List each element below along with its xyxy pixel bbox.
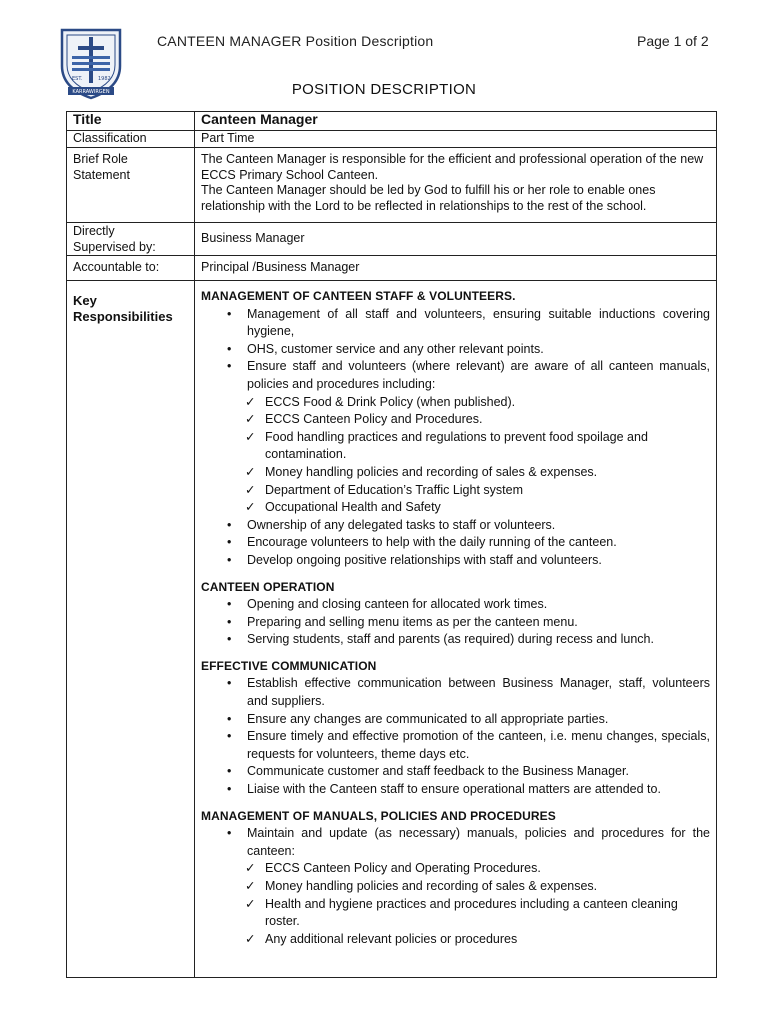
list-item-text: Management of all staff and volunteers, ensuring suitable inductions covering hygiene,	[247, 306, 710, 339]
crest-est: EST.	[72, 76, 83, 82]
bullet-icon: •	[227, 729, 232, 744]
section-staff-volunteers	[201, 288, 710, 570]
bullet-icon: •	[227, 597, 232, 612]
bullet-icon: •	[227, 676, 232, 691]
bullet-icon: •	[227, 306, 232, 321]
check-item	[201, 464, 710, 482]
check-icon: ✓	[245, 412, 256, 427]
title-label-text: Title	[73, 111, 102, 127]
bullet-list	[201, 675, 710, 798]
list-item-text: Ensure timely and effective promotion of the canteen, i.e. menu changes, specials, requests for volunteers, theme days etc.	[247, 729, 710, 761]
accountable-label: Accountable to:	[67, 256, 195, 281]
list-item	[201, 728, 710, 763]
list-item	[201, 534, 710, 552]
section-heading: MANAGEMENT OF CANTEEN STAFF & VOLUNTEERS.	[201, 289, 516, 303]
check-item	[201, 878, 710, 896]
list-item-text: Communicate customer and staff feedback to the Business Manager.	[247, 764, 629, 779]
list-item	[201, 781, 710, 799]
row-title	[67, 112, 717, 131]
check-item-text: Department of Education’s Traffic Light system	[265, 482, 523, 497]
check-item	[201, 411, 710, 429]
header-document-title: CANTEEN MANAGER Position Description	[157, 33, 434, 49]
position-description-table	[66, 111, 717, 978]
list-item	[201, 763, 710, 781]
check-icon: ✓	[245, 896, 256, 911]
check-list	[201, 394, 710, 517]
check-item-text: ECCS Food & Drink Policy (when published).	[265, 394, 516, 409]
list-item	[201, 596, 710, 614]
bullet-icon: •	[227, 782, 232, 797]
check-item-text: Money handling policies and recording of sales & expenses.	[265, 464, 598, 479]
list-item-text: Ensure any changes are communicated to all appropriate parties.	[247, 711, 609, 726]
crest-year: 1982	[98, 76, 111, 82]
check-item	[201, 896, 710, 931]
check-item-text: Occupational Health and Safety	[265, 500, 441, 515]
bullet-icon: •	[227, 764, 232, 779]
check-item-text: Any additional relevant policies or procedures	[265, 931, 518, 946]
check-item	[201, 482, 710, 500]
list-item	[201, 825, 710, 860]
check-icon: ✓	[245, 861, 256, 876]
classification-value: Part Time	[195, 131, 717, 148]
key-responsibilities-label	[67, 281, 195, 978]
supervised-label-line1: Directly	[73, 224, 115, 238]
list-item-text: Develop ongoing positive relationships with staff and volunteers.	[247, 552, 602, 567]
check-item	[201, 429, 710, 464]
crest-motto: KARRAWIRGEN	[72, 89, 110, 95]
key-responsibilities-content	[195, 281, 717, 978]
bullet-list	[201, 825, 710, 860]
check-icon: ✓	[245, 464, 256, 479]
row-key-responsibilities	[67, 281, 717, 978]
bullet-icon: •	[227, 632, 232, 647]
list-item-text: Liaise with the Canteen staff to ensure operational matters are attended to.	[247, 782, 661, 797]
bullet-icon: •	[227, 711, 232, 726]
classification-label: Classification	[67, 131, 195, 148]
title-value	[195, 112, 717, 131]
brief-role-label-line1: Brief Role	[73, 152, 128, 166]
check-item	[201, 931, 710, 949]
list-item	[201, 517, 710, 535]
bullet-icon: •	[227, 552, 232, 567]
check-item-text: ECCS Canteen Policy and Operating Procedures.	[265, 861, 541, 876]
bullet-icon: •	[227, 359, 232, 374]
list-item-text: Maintain and update (as necessary) manuals, policies and procedures for the canteen:	[247, 826, 710, 858]
check-item	[201, 499, 710, 517]
list-item	[201, 631, 710, 649]
page-title: POSITION DESCRIPTION	[291, 81, 477, 98]
bullet-icon: •	[227, 826, 232, 841]
check-icon: ✓	[245, 879, 256, 893]
list-item	[201, 341, 710, 359]
list-item-text: Serving students, staff and parents (as required) during recess and lunch.	[247, 632, 654, 647]
row-brief-role	[67, 148, 717, 223]
row-classification	[67, 131, 717, 148]
section-canteen-operation	[201, 579, 710, 649]
check-item-text: Health and hygiene practices and procedures including a canteen cleaning roster.	[265, 896, 678, 929]
section-heading: MANAGEMENT OF MANUALS, POLICIES AND PROCEDURES	[201, 808, 556, 823]
bullet-icon: •	[227, 517, 232, 532]
list-item-text: Opening and closing canteen for allocated work times.	[247, 597, 548, 612]
list-item	[201, 614, 710, 632]
list-item-text: Preparing and selling menu items as per the canteen menu.	[247, 614, 578, 629]
list-item-text: Ensure staff and volunteers (where relevant) are aware of all canteen manuals, policies and procedures including:	[247, 359, 710, 391]
section-effective-communication	[201, 658, 710, 799]
accountable-value: Principal /Business Manager	[195, 256, 717, 281]
list-item-text: Establish effective communication between Business Manager, staff, volunteers and suppliers.	[247, 676, 710, 709]
list-item-text: Encourage volunteers to help with the daily running of the canteen.	[247, 535, 617, 550]
section-heading: CANTEEN OPERATION	[201, 579, 335, 594]
key-label-line2: Responsibilities	[73, 308, 173, 324]
key-label-line1: Key	[73, 293, 97, 308]
title-label	[67, 112, 195, 131]
list-item	[201, 552, 710, 570]
row-accountable-to	[67, 256, 717, 281]
supervised-value: Business Manager	[195, 223, 717, 256]
check-item-text: Food handling practices and regulations to prevent food spoilage and contamination.	[265, 429, 648, 462]
title-value-text: Canteen Manager	[201, 111, 318, 127]
section-heading: EFFECTIVE COMMUNICATION	[201, 658, 377, 673]
section-manuals-policies	[201, 808, 710, 949]
list-item	[201, 675, 710, 710]
check-item	[201, 394, 710, 412]
header-page-number: Page 1 of 2	[637, 33, 709, 49]
list-item-text: OHS, customer service and any other relevant points.	[247, 341, 544, 356]
bullet-list	[201, 306, 710, 394]
check-icon: ✓	[245, 931, 256, 946]
check-icon: ✓	[245, 394, 256, 409]
brief-role-value	[195, 148, 717, 223]
list-item	[201, 711, 710, 729]
check-icon: ✓	[245, 482, 256, 497]
check-item-text: ECCS Canteen Policy and Procedures.	[265, 412, 483, 427]
bullet-list	[201, 517, 710, 570]
brief-role-para1: The Canteen Manager is responsible for the efficient and professional operation of the new ECCS Primary School Canteen.	[201, 152, 704, 182]
list-item-text: Ownership of any delegated tasks to staff or volunteers.	[247, 517, 556, 532]
list-item	[201, 306, 710, 341]
list-item	[201, 358, 710, 393]
supervised-label	[67, 223, 195, 256]
check-item	[201, 860, 710, 878]
bullet-list	[201, 596, 710, 649]
check-item-text: Money handling policies and recording of sales & expenses.	[265, 879, 598, 893]
check-list	[201, 860, 710, 948]
check-icon: ✓	[245, 429, 256, 444]
brief-role-label	[67, 148, 195, 223]
brief-role-para2: The Canteen Manager should be led by God to fulfill his or her role to enable ones relationship with the Lord to be reflected in relationships to the rest of the school.	[201, 183, 656, 213]
brief-role-label-line2: Statement	[73, 167, 130, 182]
bullet-icon: •	[227, 535, 232, 550]
row-supervised-by	[67, 223, 717, 256]
check-icon: ✓	[245, 500, 256, 515]
supervised-label-line2: Supervised by:	[73, 239, 156, 254]
bullet-icon: •	[227, 341, 232, 356]
bullet-icon: •	[227, 614, 232, 629]
